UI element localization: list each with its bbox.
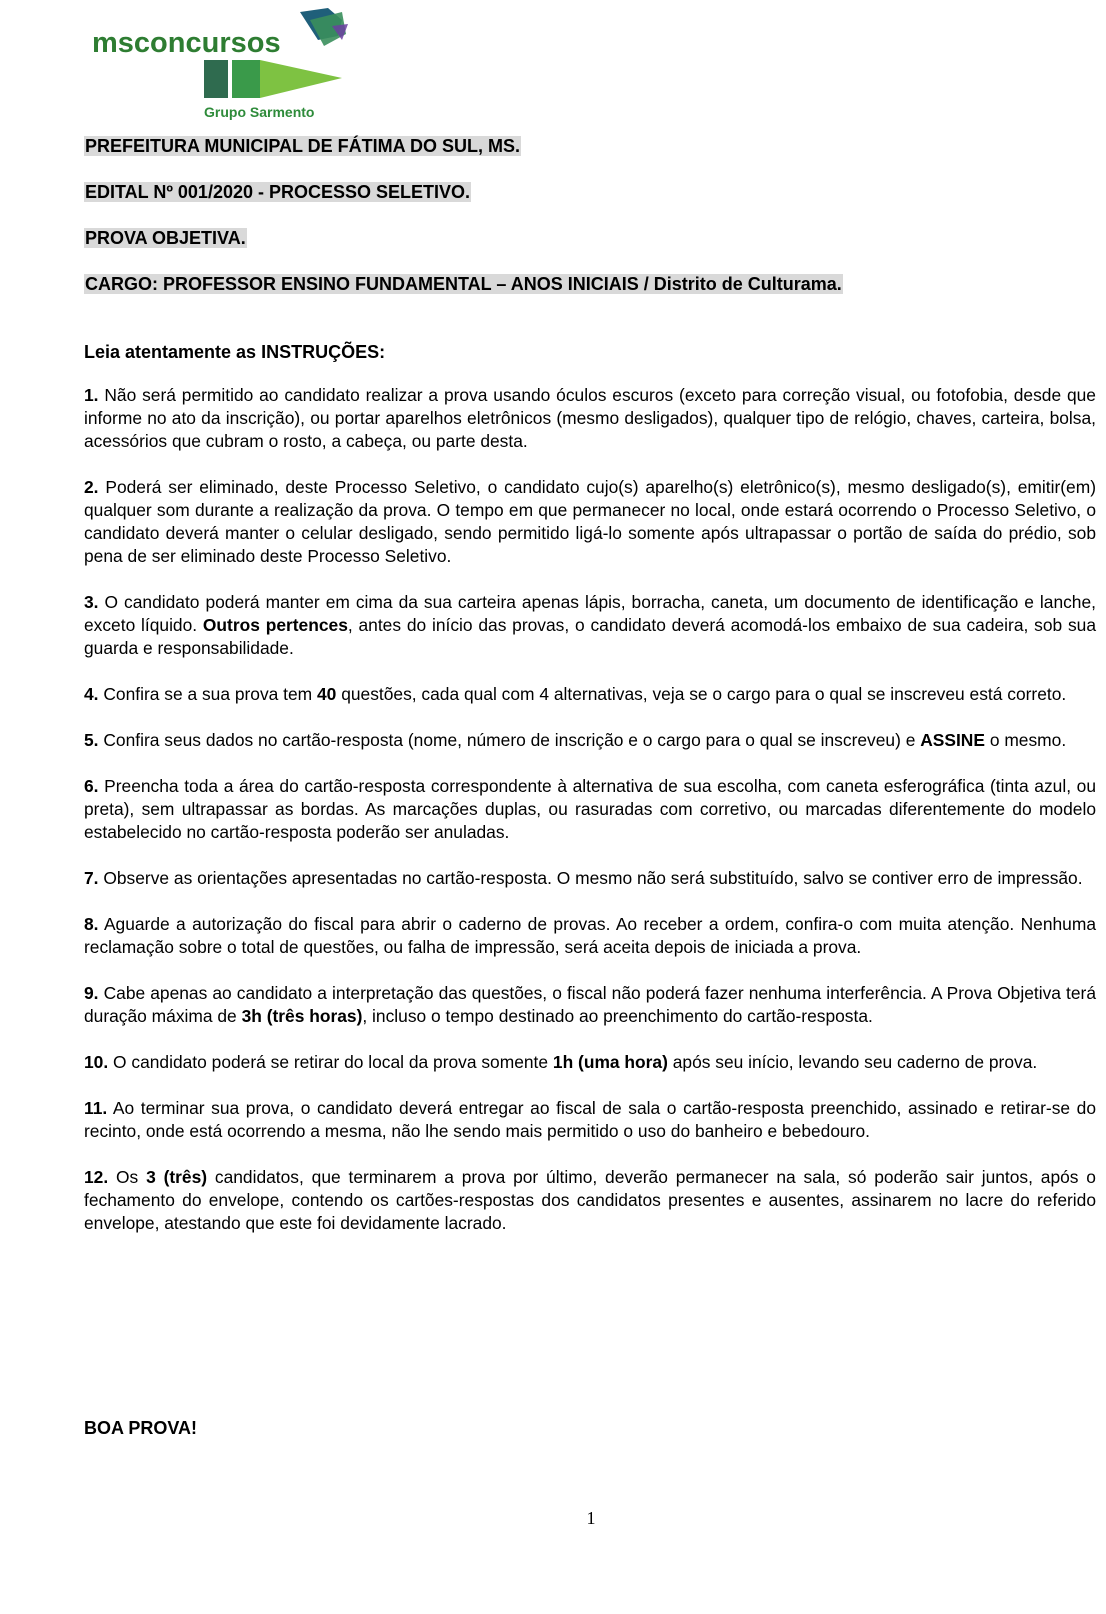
instruction-item-3	[84, 591, 1096, 660]
item-number: 2.	[84, 477, 99, 497]
instruction-item-8	[84, 913, 1096, 959]
msconcursos-logo	[92, 6, 362, 124]
item-text: Cabe apenas ao candidato a interpretação das questões, o fiscal não poderá fazer nenhuma interferência. A Prova Objetiva terá duração máxima de	[84, 983, 1096, 1026]
item-number: 9.	[84, 983, 99, 1003]
document-header	[84, 134, 1094, 318]
logo-bar-mid	[232, 60, 260, 98]
instruction-item-10	[84, 1051, 1096, 1074]
item-number: 4.	[84, 684, 99, 704]
header-edital: EDITAL Nº 001/2020 - PROCESSO SELETIVO.	[85, 182, 471, 202]
instruction-item-1	[84, 384, 1096, 453]
item-emphasis: Outros pertences	[202, 615, 348, 635]
instruction-item-5	[84, 729, 1096, 752]
instruction-item-2	[84, 476, 1096, 568]
header-position: CARGO: PROFESSOR ENSINO FUNDAMENTAL – ANOS INICIAIS / Distrito de Culturama.	[85, 274, 842, 294]
item-number: 7.	[84, 868, 99, 888]
item-text: o mesmo.	[989, 730, 1067, 750]
item-text: candidatos, que terminarem a prova por último, deverão permanecer na sala, só poderão sair juntos, após o fechamento do envelope, contendo os cartões-respostas dos candidatos presentes e ausentes, assinarem no lacre do referido envelope, atestando que este foi devidamente lacrado.	[84, 1167, 1096, 1233]
item-text: , antes do início das provas, o candidato deverá acomodá-los embaixo de sua cadeira, sob sua guarda e responsabilidade.	[84, 615, 1096, 658]
header-line-4	[84, 272, 1094, 296]
header-line-2	[84, 180, 1094, 204]
item-text: , incluso o tempo destinado ao preenchimento do cartão-resposta.	[362, 1006, 873, 1026]
item-text: O candidato poderá se retirar do local da prova somente	[113, 1052, 549, 1072]
item-number: 1.	[84, 385, 99, 405]
item-text: O candidato poderá manter em cima da sua carteira apenas lápis, borracha, caneta, um documento de identificação e lanche, exceto líquido.	[84, 592, 1096, 635]
logo-graphic	[92, 6, 362, 124]
instruction-item-12	[84, 1166, 1096, 1235]
item-text: Aguarde a autorização do fiscal para abrir o caderno de provas. Ao receber a ordem, confira-o com muita atenção. Nenhuma reclamação sobre o total de questões, ou falha de impressão, será aceita depois de iniciada a prova.	[84, 914, 1096, 957]
instructions-intro: Leia atentamente as INSTRUÇÕES:	[84, 342, 386, 362]
page-number: 1	[586, 1508, 596, 1528]
header-municipality: PREFEITURA MUNICIPAL DE FÁTIMA DO SUL, MS.	[85, 136, 520, 156]
item-number: 11.	[84, 1098, 108, 1118]
instructions-list	[84, 384, 1096, 1258]
instruction-item-7	[84, 867, 1096, 890]
item-number: 10.	[84, 1052, 109, 1072]
item-text: Não será permitido ao candidato realizar a prova usando óculos escuros (exceto para correção visual, ou fotofobia, desde que informe no ato da inscrição), ou portar aparelhos eletrônicos (mesmo desligados), qualquer tipo de relógio, chaves, carteira, bolsa, acessórios que cubram o rosto, a cabeça, ou parte desta.	[84, 385, 1096, 451]
item-number: 5.	[84, 730, 99, 750]
item-number: 12.	[84, 1167, 109, 1187]
instruction-item-4	[84, 683, 1096, 706]
item-text: Ao terminar sua prova, o candidato deverá entregar ao fiscal de sala o cartão-resposta preenchido, assinado e retirar-se do recinto, onde está ocorrendo a mesma, não lhe sendo mais permitido o uso do banheiro e bebedouro.	[84, 1098, 1097, 1141]
logo-arrow-light	[260, 60, 342, 98]
item-number: 8.	[84, 914, 99, 934]
item-emphasis: 3 (três)	[146, 1167, 208, 1187]
closing-message: BOA PROVA!	[84, 1418, 198, 1438]
item-emphasis: 3h (três horas)	[241, 1006, 363, 1026]
item-number: 6.	[84, 776, 99, 796]
instruction-item-11	[84, 1097, 1096, 1143]
item-text: Os	[116, 1167, 139, 1187]
item-text: Observe as orientações apresentadas no cartão-resposta. O mesmo não será substituído, salvo se contiver erro de impressão.	[103, 868, 1083, 888]
item-text: Poderá ser eliminado, deste Processo Seletivo, o candidato cujo(s) aparelho(s) eletrônico(s), mesmo desligado(s), emitir(em) qualquer som durante a realização da prova. O tempo em que permanecer no local, onde estará ocorrendo o Processo Seletivo, o candidato deverá manter o celular desligado, sendo permitido ligá-lo somente após ultrapassar o portão de saída do prédio, sob pena de ser eliminado deste Processo Seletivo.	[84, 477, 1096, 566]
logo-brand-text: msconcursos	[92, 27, 281, 59]
item-text: Preencha toda a área do cartão-resposta correspondente à alternativa de sua escolha, com caneta esferográfica (tinta azul, ou preta), sem ultrapassar as bordas. As marcações duplas, ou rasuradas com corretivo, ou marcadas diferentemente do modelo estabelecido no cartão-resposta poderão ser anuladas.	[84, 776, 1096, 842]
header-line-1	[84, 134, 1094, 158]
item-emphasis: 40	[317, 684, 337, 704]
item-text: questões, cada qual com 4 alternativas, veja se o cargo para o qual se inscreveu está correto.	[341, 684, 1067, 704]
item-number: 3.	[84, 592, 99, 612]
instruction-item-6	[84, 775, 1096, 844]
header-line-3	[84, 226, 1094, 250]
instruction-item-9	[84, 982, 1096, 1028]
logo-subtitle-text: Grupo Sarmento	[204, 104, 315, 120]
item-emphasis: 1h (uma hora)	[552, 1052, 668, 1072]
item-text: Confira se a sua prova tem	[103, 684, 313, 704]
header-exam-type: PROVA OBJETIVA.	[85, 228, 246, 248]
logo-bar-dark	[204, 60, 228, 98]
item-text: Confira seus dados no cartão-resposta (nome, número de inscrição e o cargo para o qual se inscreveu) e	[103, 730, 916, 750]
item-text: após seu início, levando seu caderno de prova.	[672, 1052, 1038, 1072]
item-emphasis: ASSINE	[920, 730, 985, 750]
